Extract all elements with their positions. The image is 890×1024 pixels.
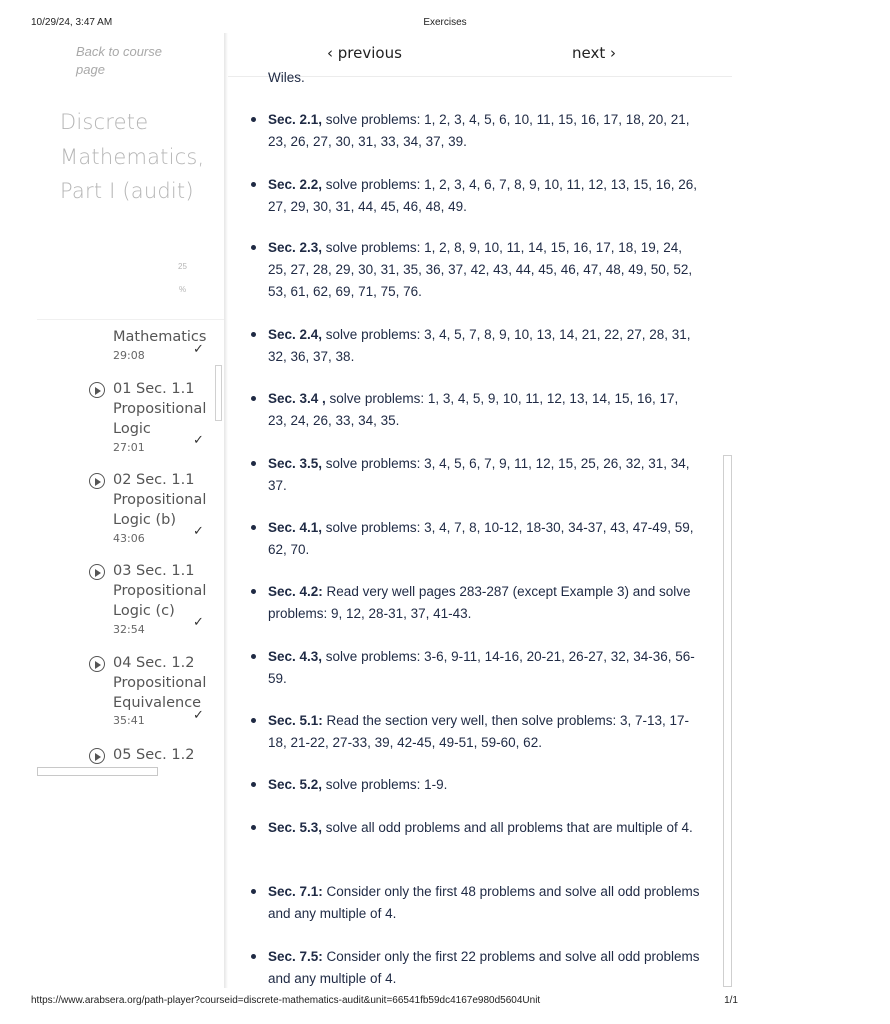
bullet-icon [251,718,256,723]
bullet-icon [251,245,256,250]
bullet-icon [251,782,256,787]
lesson-duration: 35:41 [113,714,145,727]
lesson-title: 05 Sec. 1.2 [113,747,195,763]
cut-off-text: Wiles. [268,70,305,85]
lesson-item-01[interactable] [89,379,219,454]
print-page-number: 1/1 [724,995,738,1006]
bullet-icon [251,461,256,466]
section-label: Sec. 5.3, [268,820,323,835]
checkmark-icon: ✓ [193,523,204,538]
checkmark-icon: ✓ [193,614,204,629]
bullet-icon [251,332,256,337]
print-page-title: Exercises [423,17,467,28]
sidebar-scrollbar[interactable] [215,365,222,421]
play-circle-icon [89,748,105,764]
section-text: Consider only the first 22 problems and solve all odd problems and any multiple of 4. [268,949,700,986]
content-scrollbar[interactable] [723,455,732,987]
play-circle-icon [89,656,105,672]
lesson-list-divider [37,319,225,320]
lesson-item-03[interactable] [89,561,219,636]
section-label: Sec. 4.1, [268,520,323,535]
lesson-item-04[interactable] [89,653,219,725]
section-text: solve problems: 1, 2, 3, 4, 6, 7, 8, 9, 10, 11, 12, 13, 15, 16, 26, 27, 29, 30, 31, 44, 45, 46, 48, 49. [268,177,698,214]
section-text: solve problems: 1-9. [322,777,448,792]
section-label: Sec. 3.5, [268,456,323,471]
bullet-icon [251,396,256,401]
bullet-icon [251,182,256,187]
lesson-title: 02 Sec. 1.1 Propositional Logic (b) [113,472,207,528]
play-circle-icon [89,382,105,398]
section-label: Sec. 3.4 , [268,391,326,406]
print-timestamp: 10/29/24, 3:47 AM [31,17,113,28]
lesson-title: Mathematics [113,329,207,345]
section-text: solve all odd problems and all problems that are multiple of 4. [322,820,693,835]
checkmark-icon: ✓ [193,707,204,722]
section-label: Sec. 4.2: [268,584,323,599]
lesson-duration: 32:54 [113,623,145,636]
section-label: Sec. 5.2, [268,777,323,792]
section-text: solve problems: 1, 3, 4, 5, 9, 10, 11, 12, 13, 14, 15, 16, 17, 23, 24, 26, 33, 34, 35. [268,391,679,428]
section-label: Sec. 2.3, [268,240,323,255]
lesson-item-mathematics[interactable] [89,327,219,367]
back-to-course-link[interactable]: Back to course page [76,44,162,77]
lesson-duration: 27:01 [113,441,145,454]
progress-unit: % [179,285,187,294]
print-header [0,17,768,31]
next-button[interactable]: next › [572,44,616,62]
checkmark-icon: ✓ [193,341,204,356]
bullet-icon [251,117,256,122]
progress-value: 25 [178,262,187,271]
section-label: Sec. 7.1: [268,884,323,899]
bullet-icon [251,889,256,894]
bullet-icon [251,525,256,530]
play-circle-icon [89,473,105,489]
print-url: https://www.arabsera.org/path-player?courseid=discrete-mathematics-audit&unit=66541fb59dc4167e980d5604Unit [31,995,541,1006]
bullet-icon [251,825,256,830]
section-text: Consider only the first 48 problems and solve all odd problems and any multiple of 4. [268,884,700,921]
section-text: solve problems: 1, 2, 3, 4, 5, 6, 10, 11, 15, 16, 17, 18, 20, 21, 23, 26, 27, 30, 31, 33, 34, 37, 39. [268,112,690,149]
section-text: Read very well pages 283-287 (except Example 3) and solve problems: 9, 12, 28-31, 37, 41-43. [268,584,691,621]
section-text: solve problems: 3, 4, 5, 6, 7, 9, 11, 12, 15, 25, 26, 32, 31, 34, 37. [268,456,690,493]
section-text: Read the section very well, then solve problems: 3, 7-13, 17-18, 21-22, 27-33, 39, 42-45, 49-51, 59-60, 62. [268,713,689,750]
course-sidebar [37,33,225,988]
section-label: Sec. 2.4, [268,327,323,342]
lesson-title: 04 Sec. 1.2 Propositional Equivalence [113,655,207,711]
lesson-title: 03 Sec. 1.1 Propositional Logic (c) [113,563,207,619]
lesson-title: 01 Sec. 1.1 Propositional Logic [113,381,207,437]
section-label: Sec. 7.5: [268,949,323,964]
lesson-duration: 29:08 [113,349,145,362]
section-label: Sec. 2.2, [268,177,323,192]
lesson-item-05[interactable] [89,745,219,767]
lesson-item-02[interactable] [89,470,219,545]
play-circle-icon [89,564,105,580]
section-label: Sec. 5.1: [268,713,323,728]
print-footer [0,995,768,1009]
section-label: Sec. 4.3, [268,649,323,664]
checkmark-icon: ✓ [193,432,204,447]
section-label: Sec. 2.1, [268,112,323,127]
sidebar-horizontal-scrollbar[interactable] [37,767,158,776]
bullet-icon [251,654,256,659]
course-title: Discrete Mathematics, Part I (audit) [60,110,205,203]
bullet-icon [251,589,256,594]
lesson-duration: 43:06 [113,532,145,545]
bullet-icon [251,954,256,959]
section-text: solve problems: 3-6, 9-11, 14-16, 20-21, 26-27, 32, 34-36, 56-59. [268,649,695,686]
previous-button[interactable]: ‹ previous [327,44,402,62]
section-text: solve problems: 3, 4, 5, 7, 8, 9, 10, 13, 14, 21, 22, 27, 28, 31, 32, 36, 37, 38. [268,327,691,364]
section-text: solve problems: 3, 4, 7, 8, 10-12, 18-30, 34-37, 43, 47-49, 59, 62, 70. [268,520,694,557]
section-text: solve problems: 1, 2, 8, 9, 10, 11, 14, 15, 16, 17, 18, 19, 24, 25, 27, 28, 29, 30, 31, 35, 36, 37, 42, 43, 44, 45, 46, 47, 48, 49, 50, 52, 53, 61, 62, 69, 71, 75, 76. [268,240,693,299]
exercise-content [228,70,732,988]
